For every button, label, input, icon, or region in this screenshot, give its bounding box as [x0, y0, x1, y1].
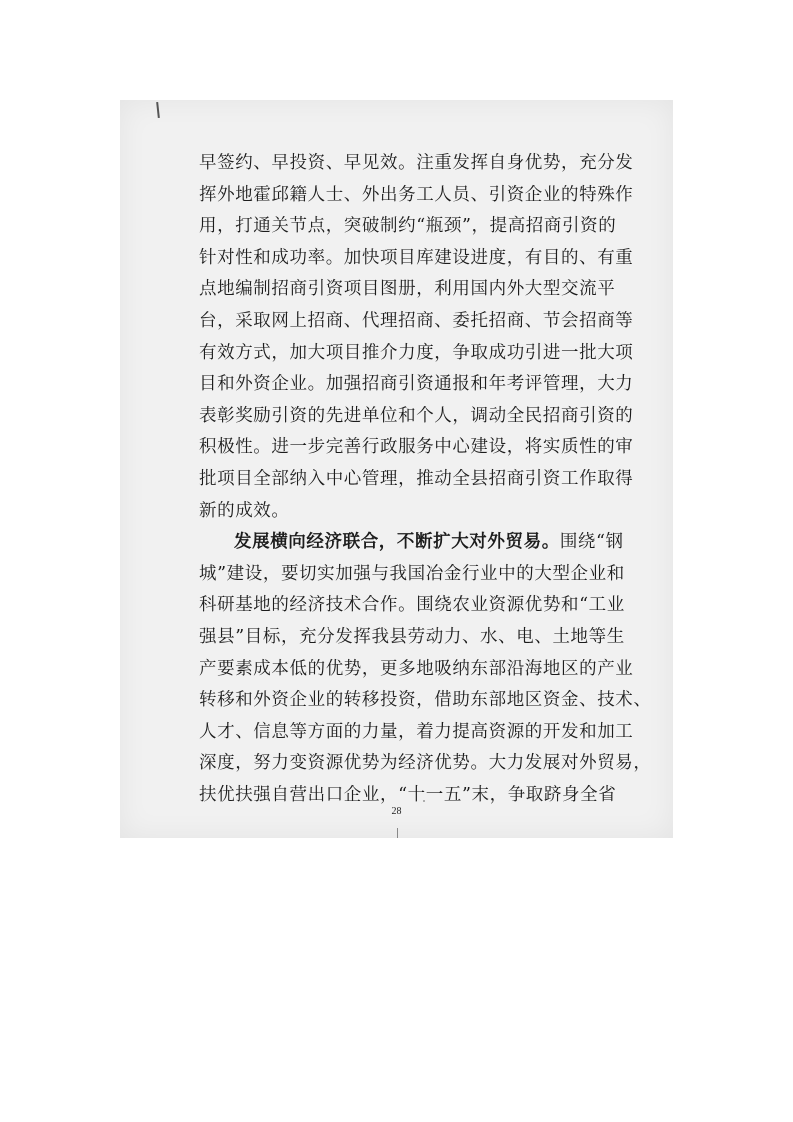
text-line: 产要素成本低的优势，更多地吸纳东部沿海地区的产业: [199, 658, 634, 679]
paragraph-heading: 发展横向经济联合，不断扩大对外贸易。: [234, 532, 560, 553]
scanned-page: [120, 100, 673, 838]
text-line: 点地编制招商引资项目图册，利用国内外大型交流平: [199, 279, 616, 300]
text-line: 批项目全部纳入中心管理，推动全县招商引资工作取得: [199, 468, 634, 489]
paragraph-heading-line: [199, 527, 624, 559]
text-line: 积极性。进一步完善行政服务中心建设，将实质性的审: [199, 437, 634, 458]
text-line: 早签约、早投资、早见效。注重发挥自身优势，充分发: [199, 153, 634, 173]
text-line: 针对性和成功率。加快项目库建设进度，有目的、有重: [199, 247, 634, 268]
text-line: 深度，努力变资源优势为经济优势。大力发展对外贸易，: [199, 753, 652, 774]
text-line: 新的成效。: [199, 500, 290, 521]
text-line: 转移和外资企业的转移投资，借助东部地区资金、技术、: [199, 690, 652, 711]
text-line: 挥外地霍邱籍人士、外出务工人员、引资企业的特殊作: [199, 184, 634, 205]
text-line: 表彰奖励引资的先进单位和个人，调动全民招商引资的: [199, 405, 634, 426]
text-line-rest: 围绕“钢: [559, 532, 624, 553]
text-line: 城”建设，要切实加强与我国冶金行业中的大型企业和: [199, 563, 625, 584]
text-line: 扶优扶强自营出口企业，“十一五”末，争取跻身全省: [199, 784, 617, 805]
text-line: 科研基地的经济技术合作。围绕农业资源优势和“工业: [199, 595, 625, 616]
text-line: 用，打通关节点，突破制约“瓶颈”，提高招商引资的: [199, 216, 617, 237]
text-line: 台，采取网上招商、代理招商、委托招商、节会招商等: [199, 310, 634, 331]
body-text: [199, 148, 652, 811]
scan-mark-bottom: [397, 828, 398, 838]
text-line: 强县”目标，充分发挥我县劳动力、水、电、土地等生: [199, 626, 625, 647]
text-line: 人才、信息等方面的力量，着力提高资源的开发和加工: [199, 721, 634, 742]
page-number: 28: [391, 806, 402, 817]
text-line: 有效方式，加大项目推介力度，争取成功引进一批大项: [199, 342, 634, 363]
scan-mark-top: [156, 102, 160, 118]
text-line: 目和外资企业。加强招商引资通报和年考评管理，大力: [199, 374, 634, 395]
